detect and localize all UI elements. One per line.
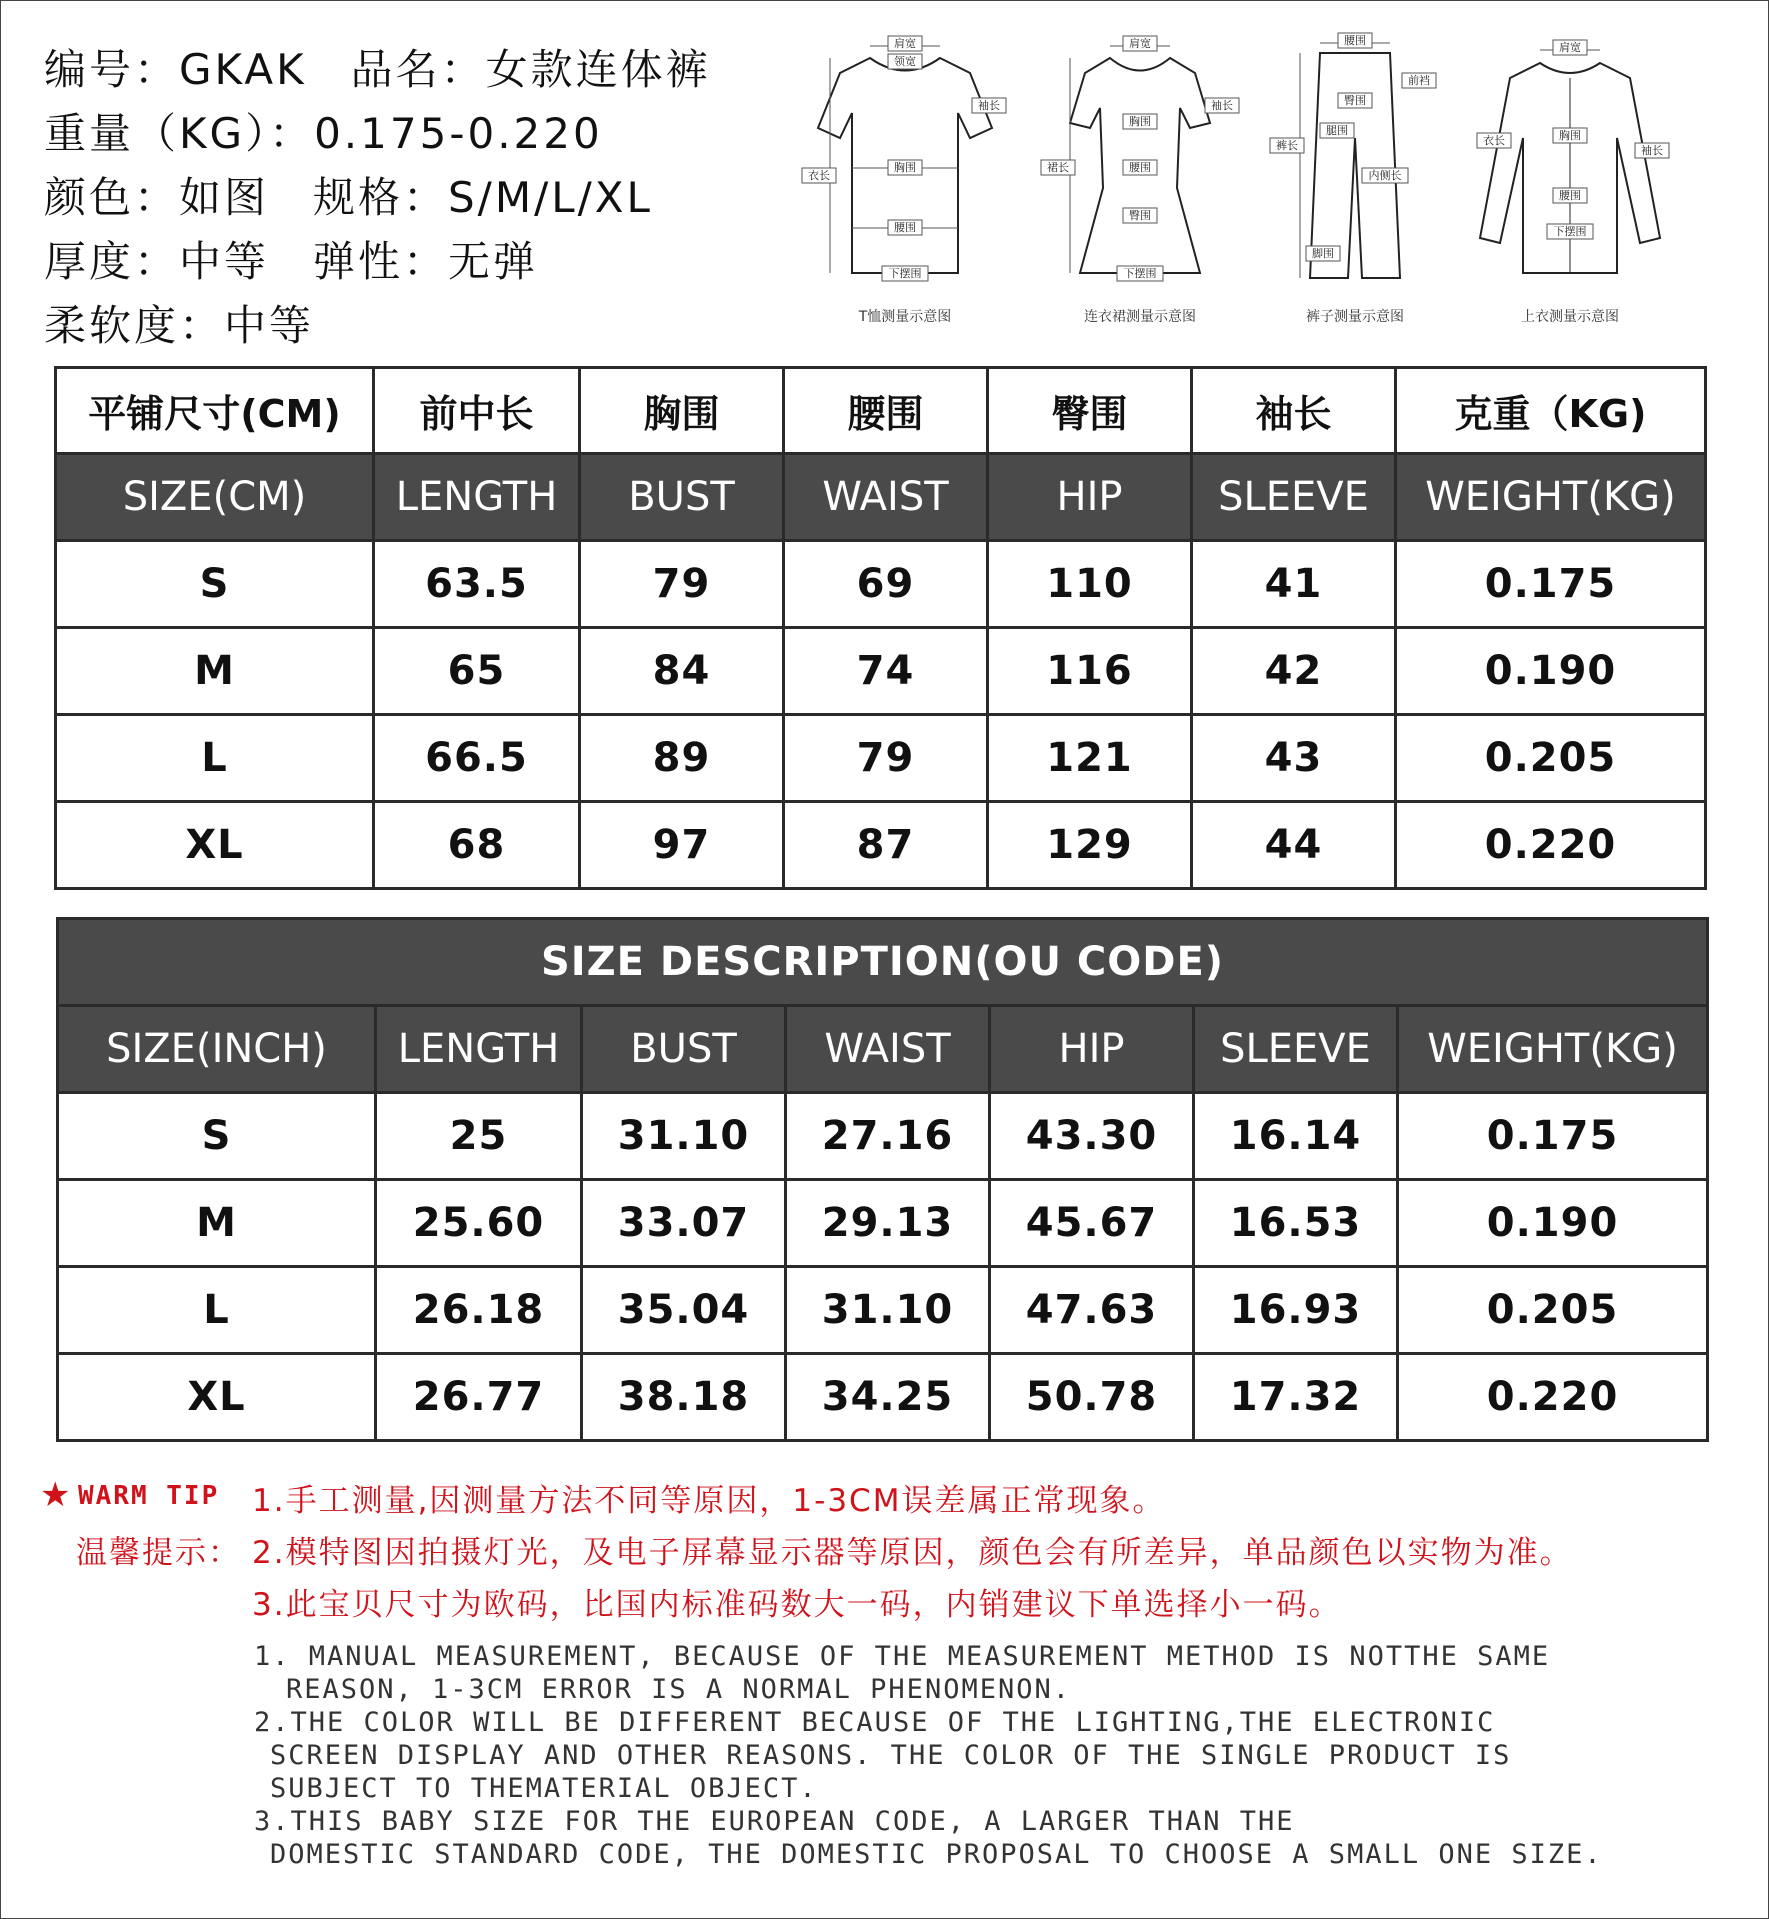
- table-cell: 45.67: [990, 1180, 1194, 1267]
- tshirt-icon: [800, 28, 1010, 298]
- table-cell: 42: [1192, 628, 1396, 715]
- table-cell: 68: [374, 802, 580, 889]
- tip-en-line: 1. MANUAL MEASUREMENT, BECAUSE OF THE MEASUREMENT METHOD IS NOTTHE SAME: [254, 1641, 1551, 1672]
- svg-text:胸围: 胸围: [894, 161, 916, 174]
- svg-text:腰围: 腰围: [1129, 161, 1151, 174]
- table-cell: 16.53: [1194, 1180, 1398, 1267]
- product-elasticity: 弹性：无弹: [313, 237, 539, 286]
- table-cell: 44: [1192, 802, 1396, 889]
- dress-icon: [1035, 28, 1245, 298]
- tip-en-line: SUBJECT TO THEMATERIAL OBJECT.: [270, 1773, 818, 1804]
- svg-text:袖长: 袖长: [1211, 99, 1233, 112]
- col-header: 平铺尺寸(CM): [56, 368, 374, 454]
- col-header: 腰围: [784, 368, 988, 454]
- pants-icon: [1250, 28, 1460, 298]
- tshirt-diagram: [800, 28, 1010, 333]
- table-cell: 0.175: [1396, 541, 1706, 628]
- warm-tip-label: WARM TIP: [78, 1481, 220, 1511]
- table-cell: 50.78: [990, 1354, 1194, 1441]
- svg-text:胸围: 胸围: [1129, 115, 1151, 128]
- dress-diagram: [1035, 28, 1245, 333]
- tip-en-line: 3.THIS BABY SIZE FOR THE EUROPEAN CODE, A LARGER THAN THE: [254, 1806, 1295, 1837]
- table-cell: XL: [56, 802, 374, 889]
- table-cell: L: [58, 1267, 376, 1354]
- tshirt-diagram-caption: T恤测量示意图: [858, 309, 952, 325]
- table-cell: S: [56, 541, 374, 628]
- table-cell: 27.16: [786, 1093, 990, 1180]
- table-cell: 84: [580, 628, 784, 715]
- table-cell: 121: [988, 715, 1192, 802]
- svg-text:衣长: 衣长: [1483, 134, 1505, 147]
- top-diagram: [1465, 28, 1675, 333]
- svg-text:腰围: 腰围: [1559, 189, 1581, 202]
- warm-tip-cn-label: 温馨提示：: [76, 1535, 241, 1571]
- svg-text:肩宽: 肩宽: [894, 37, 916, 50]
- col-header: 臀围: [988, 368, 1192, 454]
- tip-en-line: 2.THE COLOR WILL BE DIFFERENT BECAUSE OF THE LIGHTING,THE ELECTRONIC: [254, 1707, 1496, 1738]
- table-row: [56, 541, 1706, 628]
- star-icon: ★: [40, 1475, 73, 1515]
- svg-text:臀围: 臀围: [1129, 209, 1151, 222]
- col-header: 克重（KG): [1396, 368, 1706, 454]
- table-cell: 0.190: [1396, 628, 1706, 715]
- svg-text:衣长: 衣长: [808, 169, 830, 182]
- product-info: [44, 38, 711, 358]
- table-cell: 41: [1192, 541, 1396, 628]
- table-cell: 0.205: [1398, 1267, 1708, 1354]
- info-line-softness: [44, 294, 711, 358]
- table-cell: 25.60: [376, 1180, 582, 1267]
- table-cell: S: [58, 1093, 376, 1180]
- col-header: 袖长: [1192, 368, 1396, 454]
- table-cell: 63.5: [374, 541, 580, 628]
- svg-text:内侧长: 内侧长: [1368, 169, 1402, 182]
- table-cm-cn-header-row: [56, 368, 1706, 454]
- table-cell: 35.04: [582, 1267, 786, 1354]
- table-cell: 69: [784, 541, 988, 628]
- pants-diagram: [1250, 28, 1460, 333]
- tip-cn-2: 2.模特图因拍摄灯光，及电子屏幕显示器等原因，颜色会有所差异，单品颜色以实物为准。: [252, 1535, 1573, 1571]
- svg-text:裤长: 裤长: [1276, 139, 1298, 152]
- svg-text:袖长: 袖长: [978, 99, 1000, 112]
- svg-text:裙长: 裙长: [1047, 161, 1069, 174]
- col-header: SLEEVE: [1192, 454, 1396, 541]
- svg-text:下摆围: 下摆围: [888, 267, 922, 280]
- table-cell: 0.220: [1396, 802, 1706, 889]
- table-cell: 47.63: [990, 1267, 1194, 1354]
- col-header: WAIST: [784, 454, 988, 541]
- svg-text:脚围: 脚围: [1312, 247, 1334, 260]
- col-header: SIZE(INCH): [58, 1006, 376, 1093]
- svg-text:腰围: 腰围: [894, 221, 916, 234]
- table-cell: 26.18: [376, 1267, 582, 1354]
- table-cell: 16.14: [1194, 1093, 1398, 1180]
- table-cell: 66.5: [374, 715, 580, 802]
- col-header: WEIGHT(KG): [1398, 1006, 1708, 1093]
- col-header: WAIST: [786, 1006, 990, 1093]
- info-line-code-name: [44, 38, 711, 102]
- info-line-color-size: [44, 166, 711, 230]
- table-cell: 87: [784, 802, 988, 889]
- table-cell: 74: [784, 628, 988, 715]
- svg-text:肩宽: 肩宽: [1129, 37, 1151, 50]
- svg-text:臀围: 臀围: [1344, 94, 1366, 107]
- table-cell: 0.175: [1398, 1093, 1708, 1180]
- table-cell: XL: [58, 1354, 376, 1441]
- col-header: 胸围: [580, 368, 784, 454]
- table-cell: 38.18: [582, 1354, 786, 1441]
- table-cell: 25: [376, 1093, 582, 1180]
- table-cell: 65: [374, 628, 580, 715]
- table-row: [58, 1354, 1708, 1441]
- tip-en-line: SCREEN DISPLAY AND OTHER REASONS. THE COLOR OF THE SINGLE PRODUCT IS: [270, 1740, 1512, 1771]
- dress-diagram-caption: 连衣裙测量示意图: [1084, 309, 1196, 325]
- svg-text:肩宽: 肩宽: [1559, 41, 1581, 54]
- col-header: SIZE(CM): [56, 454, 374, 541]
- svg-text:下摆围: 下摆围: [1553, 225, 1587, 238]
- svg-text:前裆: 前裆: [1408, 74, 1430, 87]
- table-cell: 97: [580, 802, 784, 889]
- col-header: 前中长: [374, 368, 580, 454]
- table-cell: 0.190: [1398, 1180, 1708, 1267]
- top-diagram-caption: 上衣测量示意图: [1521, 309, 1619, 325]
- table-cell: 0.220: [1398, 1354, 1708, 1441]
- table-cell: 89: [580, 715, 784, 802]
- product-name: 品名：女款连体裤: [350, 45, 711, 94]
- table-cell: 31.10: [786, 1267, 990, 1354]
- table-cm-en-header-row: [56, 454, 1706, 541]
- table-cell: 79: [784, 715, 988, 802]
- table-row: [58, 1267, 1708, 1354]
- table-cell: 110: [988, 541, 1192, 628]
- table-cell: 129: [988, 802, 1192, 889]
- table-cell: 0.205: [1396, 715, 1706, 802]
- size-table-cm: [54, 366, 1707, 890]
- table-cell: 34.25: [786, 1354, 990, 1441]
- table-cell: M: [58, 1180, 376, 1267]
- table-row: [56, 715, 1706, 802]
- table-row: [56, 628, 1706, 715]
- info-line-thickness-elasticity: [44, 230, 711, 294]
- product-weight: 重量（KG）：0.175-0.220: [44, 109, 603, 158]
- col-header: SLEEVE: [1194, 1006, 1398, 1093]
- table-cell: 43.30: [990, 1093, 1194, 1180]
- svg-text:领宽: 领宽: [894, 55, 916, 68]
- pants-diagram-caption: 裤子测量示意图: [1306, 309, 1404, 325]
- info-line-weight: [44, 102, 711, 166]
- table-cell: 116: [988, 628, 1192, 715]
- table-cell: 31.10: [582, 1093, 786, 1180]
- table-inch-title: SIZE DESCRIPTION(OU CODE): [58, 919, 1708, 1006]
- tip-cn-1: 1.手工测量,因测量方法不同等原因，1-3CM误差属正常现象。: [252, 1483, 1166, 1519]
- table-row: [58, 1093, 1708, 1180]
- tip-cn-3: 3.此宝贝尺寸为欧码，比国内标准码数大一码，内销建议下单选择小一码。: [252, 1587, 1342, 1623]
- col-header: WEIGHT(KG): [1396, 454, 1706, 541]
- product-code: 编号：GKAK: [44, 45, 307, 94]
- col-header: LENGTH: [374, 454, 580, 541]
- table-cell: L: [56, 715, 374, 802]
- col-header: HIP: [990, 1006, 1194, 1093]
- table-inch-title-row: [58, 919, 1708, 1006]
- table-cell: 79: [580, 541, 784, 628]
- col-header: BUST: [582, 1006, 786, 1093]
- product-color: 颜色：如图: [44, 173, 270, 222]
- table-cell: 17.32: [1194, 1354, 1398, 1441]
- table-cell: 43: [1192, 715, 1396, 802]
- size-table-inch: [56, 917, 1709, 1442]
- table-cell: 29.13: [786, 1180, 990, 1267]
- product-thickness: 厚度：中等: [44, 237, 270, 286]
- svg-text:腰围: 腰围: [1344, 34, 1366, 47]
- table-inch-en-header-row: [58, 1006, 1708, 1093]
- table-cell: 16.93: [1194, 1267, 1398, 1354]
- tip-en-line: REASON, 1-3CM ERROR IS A NORMAL PHENOMENON.: [286, 1674, 1071, 1705]
- svg-text:胸围: 胸围: [1559, 129, 1581, 142]
- svg-text:下摆围: 下摆围: [1123, 267, 1157, 280]
- col-header: HIP: [988, 454, 1192, 541]
- table-cell: M: [56, 628, 374, 715]
- table-row: [58, 1180, 1708, 1267]
- tip-en-line: DOMESTIC STANDARD CODE, THE DOMESTIC PROPOSAL TO CHOOSE A SMALL ONE SIZE.: [270, 1839, 1603, 1870]
- col-header: LENGTH: [376, 1006, 582, 1093]
- svg-text:腿围: 腿围: [1326, 124, 1348, 137]
- table-row: [56, 802, 1706, 889]
- svg-text:袖长: 袖长: [1641, 144, 1663, 157]
- jacket-icon: [1465, 28, 1675, 298]
- product-sizes: 规格：S/M/L/XL: [313, 173, 653, 222]
- product-softness: 柔软度：中等: [44, 301, 315, 350]
- table-cell: 26.77: [376, 1354, 582, 1441]
- table-cell: 33.07: [582, 1180, 786, 1267]
- col-header: BUST: [580, 454, 784, 541]
